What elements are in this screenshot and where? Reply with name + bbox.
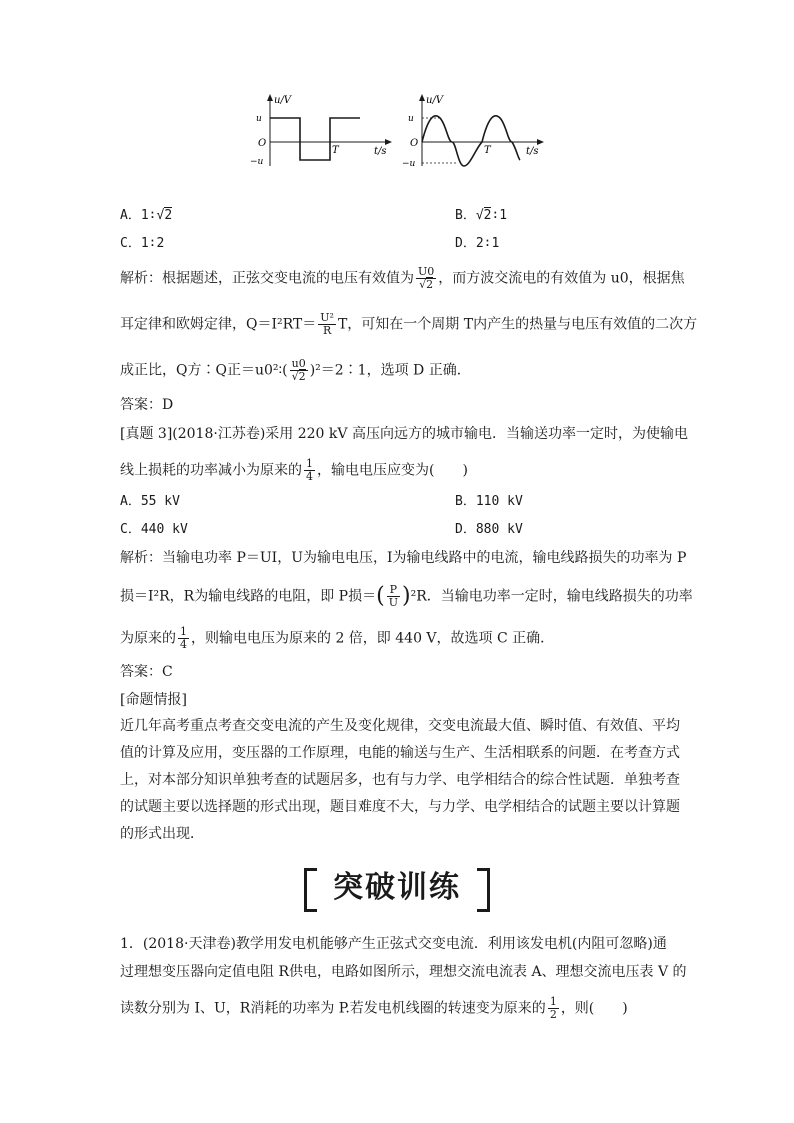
option-a: A．55 kV bbox=[120, 494, 180, 509]
analysis-3-line-1: 解析：当输电功率 P＝UI，U为输电电压，I为输电线路中的电流，输电线路损失的功率为 P bbox=[120, 550, 687, 566]
section-label: [命题情报] bbox=[120, 692, 187, 708]
option-c: C．1∶2 bbox=[120, 236, 165, 251]
analysis-3-line-3: 为原来的 $\frac{1}{4}$ ，则输电电压为原来的 2 倍，即 440 V，故选项 C 正确． bbox=[120, 625, 555, 651]
option-b: B．110 kV bbox=[455, 494, 523, 509]
answer-2: 答案：D bbox=[120, 397, 174, 413]
neg-u0-label: −u bbox=[402, 159, 416, 169]
analysis-2-line-2: 耳定律和欧姆定律，Q＝I²RT＝ $\frac{\text{U²}}{R}$ T，可知在一个周期 T内产生的热量与电压有效值的二次方 bbox=[120, 311, 698, 337]
y-axis-label: u/V bbox=[426, 95, 444, 106]
answer-3: 答案：C bbox=[120, 664, 173, 680]
sine-wave-figure bbox=[400, 88, 548, 170]
fraction: $\frac{U0}{√2}$ bbox=[418, 265, 435, 291]
question-1-line-1: 1．(2018·天津卷)教学用发电机能够产生正弦式交变电流．利用该发电机(内阻可忽略)通 bbox=[120, 936, 667, 952]
option-c: C．440 kV bbox=[120, 522, 188, 537]
origin-label: O bbox=[258, 138, 267, 149]
x-axis-label: t/s bbox=[374, 146, 387, 157]
y-axis-label: u/V bbox=[274, 95, 292, 106]
analysis-2-line-1: 解析：根据题述，正弦交变电流的电压有效值为 $\frac{U0}{√2}$ ，而方波交流电的有效值为 u0，根据焦 bbox=[120, 265, 685, 291]
origin-label: O bbox=[410, 138, 419, 149]
left-bracket bbox=[304, 868, 317, 912]
analysis-2-line-3: 成正比，Q方∶Q正＝u0²∶( $\frac{u0}{√2}$ )²＝2∶1，选项 D 正确． bbox=[120, 357, 471, 383]
section-body: 近几年高考重点考查交变电流的产生及变化规律，交变电流最大值、瞬时值、有效值、平均值的计算及应用，变压器的工作原理，电能的输送与生产、生活相联系的问题．在考查方式上，对本部分知识单独考查的试题居多，也有与力学、电学相结合的综合性试题．单独考查的试题主要以选择题的形式出现，题目难度不大，与力学、电学相结合的试题主要以计算题的形式出现． bbox=[120, 718, 680, 842]
fraction: $\frac{1}{4}$ bbox=[180, 625, 187, 651]
analysis-3-line-2: 损＝I²R，R为输电线路的电阻，即 P损＝( $\frac{P}{U}$ )²R．当输电功率一定时，输电线路损失的功率 bbox=[120, 583, 693, 609]
question-3-line-2: 线上损耗的功率减小为原来的 $\frac{1}{4}$ ，输电电压应变为( ) bbox=[120, 457, 468, 483]
option-a: A．1∶√2 bbox=[120, 208, 173, 223]
fraction: $\frac{P}{U}$ bbox=[388, 583, 398, 609]
heading-text: 突破训练 bbox=[333, 870, 461, 905]
neg-u0-label: −u bbox=[250, 157, 264, 167]
u0-label: u bbox=[256, 114, 262, 124]
period-label: T bbox=[332, 145, 339, 156]
question-1-line-2: 过理想变压器向定值电阻 R供电，电路如图所示，理想交流电流表 A、理想交流电压表 V 的 bbox=[120, 964, 687, 980]
fraction: $\frac{1}{4}$ bbox=[306, 457, 313, 483]
square-wave-figure bbox=[248, 88, 396, 170]
question-3-line-1: [真题 3](2018·江苏卷)采用 220 kV 高压向远方的城市输电．当输送功率一定时，为使输电 bbox=[120, 426, 688, 442]
option-d: D．880 kV bbox=[455, 522, 523, 537]
fraction: $\frac{1}{2}$ bbox=[549, 995, 557, 1021]
fraction: $\frac{\text{U²}}{R}$ bbox=[320, 311, 334, 337]
section-heading bbox=[300, 864, 494, 912]
right-bracket bbox=[477, 868, 490, 912]
period-label: T bbox=[484, 145, 491, 156]
option-d: D．2∶1 bbox=[455, 236, 500, 251]
option-b: B．√2∶1 bbox=[455, 208, 508, 223]
x-axis-label: t/s bbox=[526, 146, 539, 157]
u0-label: u bbox=[408, 114, 414, 124]
fraction: $\frac{u0}{√2}$ bbox=[291, 357, 306, 383]
question-1-line-3: 读数分别为 I、U，R消耗的功率为 P.若发电机线圈的转速变为原来的 $\frac{1}{2}$ ，则( ) bbox=[120, 995, 628, 1021]
